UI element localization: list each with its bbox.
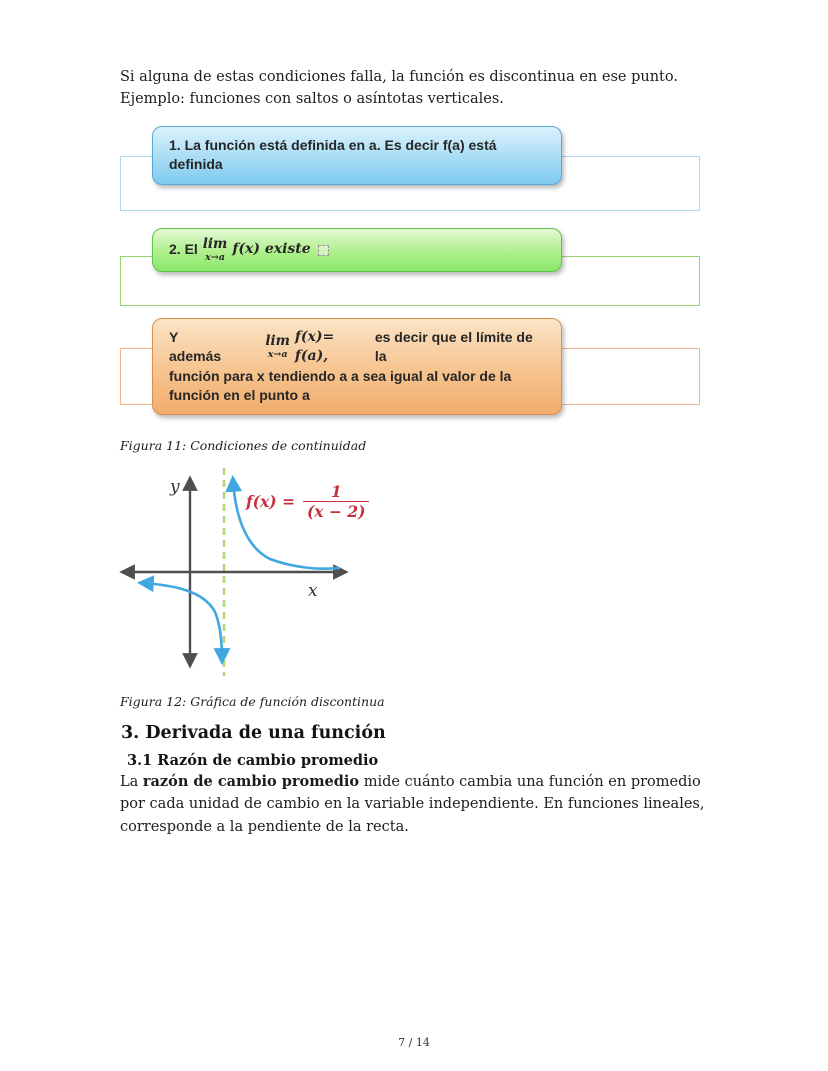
limit-subscript: x→a — [267, 348, 288, 360]
paragraph-rest: mide cuánto cambia una función en promedio por cada unidad de cambio en la variable independiente. En funciones lineales, corresponde a la pendiente de la recta. — [120, 774, 705, 835]
formula-denominator: (x − 2) — [303, 501, 369, 521]
condition3-line1 — [169, 328, 545, 367]
formula-fraction — [303, 483, 369, 521]
figure11-caption: Figura 11: Condiciones de continuidad — [120, 438, 367, 453]
limit-notation — [203, 238, 228, 262]
condition3-math: f(x)= f(a), — [294, 329, 335, 365]
formula-numerator: 1 — [330, 482, 342, 501]
figure12-caption: Figura 12: Gráfica de función discontinua — [120, 694, 385, 709]
y-axis-label: y — [170, 477, 180, 497]
paragraph-prefix: La — [120, 774, 143, 790]
formula-lhs: f(x) = — [246, 492, 295, 512]
function-formula — [246, 483, 369, 521]
condition2-prefix: 2. El — [169, 241, 198, 258]
condition1-text: 1. La función está definida en a. Es decir f(a) está definida — [169, 137, 497, 173]
limit-notation — [265, 335, 290, 359]
condition3-prefix: Y además — [169, 329, 222, 365]
condition3-line2: función para x tendiendo a a sea igual al valor de la — [169, 367, 512, 384]
condition2-box — [152, 228, 562, 272]
limit-lim-text: lim — [202, 236, 228, 252]
x-axis-label: x — [308, 581, 318, 601]
condition2-expression: f(x) existe — [232, 241, 311, 258]
limit-lim-text: lim — [265, 333, 290, 350]
condition3-line1-rest: es decir que el límite de la — [374, 329, 533, 365]
page-number: 7 / 14 — [398, 1036, 430, 1049]
paragraph-bold-term: razón de cambio promedio — [142, 773, 360, 790]
limit-subscript: x→a — [205, 251, 225, 263]
dashed-placeholder-icon — [318, 245, 329, 256]
condition3-line3: función en el punto a — [169, 386, 310, 403]
section31-subheading: 3.1 Razón de cambio promedio — [127, 752, 379, 769]
section3-heading: 3. Derivada de una función — [121, 723, 386, 743]
intro-paragraph: Si alguna de estas condiciones falla, la función es discontinua en ese punto. Ejemplo: funciones con saltos o asíntotas verticales. — [120, 69, 678, 108]
curve-left-branch — [142, 583, 222, 660]
section31-paragraph — [120, 771, 726, 838]
condition3-box — [152, 318, 562, 415]
condition1-box — [152, 126, 562, 185]
